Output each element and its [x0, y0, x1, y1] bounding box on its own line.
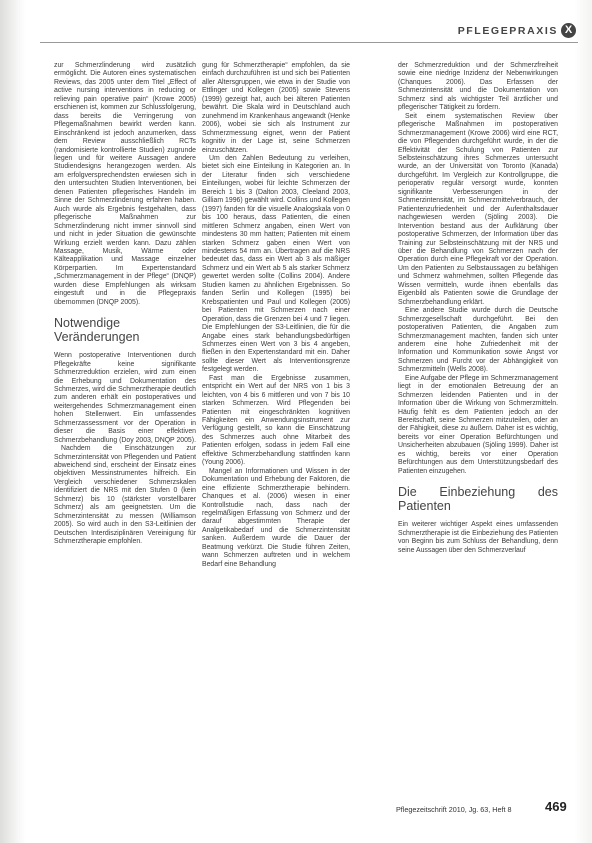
- paragraph: Ein weiterer wichtiger Aspekt eines umfassenden Schmerztherapie ist die Einbeziehung des Patienten von Beginn bis zum Schluss der Behandlung, denn seine Aussagen über den Schmerzverlauf: [398, 521, 558, 554]
- column-middle: [202, 62, 350, 569]
- paragraph: gung für Schmerztherapie“ empfohlen, da sie einfach durchzuführen ist und sich bei Patienten aller Altersgruppen, wie etwa in der Studie von Ettlinger und Kollegen (2005) sowie Stevens (1999) gezeigt hat, auch bei älteren Patienten bewährt. Die Skala wird in Deutschland auch zunehmend im Krankenhaus angewandt (Henke 2006), wobei sie sich als Instrument zur Schmerzmessung eignet, wenn der Patient kognitiv in der Lage ist, seine Schmerzen einzuschätzen.: [202, 62, 350, 154]
- paragraph: Eine andere Studie wurde durch die Deutsche Schmerzgesellschaft durchgeführt. Bei den postoperativen Patienten, die Angaben zum Schmerzmanagement machten, fanden sich unter anderem eine hohe Zufriedenheit mit der Information und Kommunikation sowie Angst vor Schmerzen und Furcht vor der Abhängigkeit von Schmerzmitteln (Wells 2008).: [398, 307, 558, 374]
- paragraph: Fast man die Ergebnisse zusammen, entspricht ein Wert auf der NRS von 1 bis 3 leichten, von 4 bis 6 mittleren und von 7 bis 10 starken Schmerzen. Wird Pflegenden bei Patienten mit eingeschränkten kognitiven Fähigkeiten ein Anwendungsinstrument zur Verfügung gestellt, so kann die Einschätzung des Schmerzes auch ohne Mitarbeit des Patienten erfolgen, sodass in jedem Fall eine effektive Schmerzbehandlung stattfinden kann (Young 2006).: [202, 374, 350, 467]
- column-left: [54, 62, 196, 547]
- paragraph: Mangel an Informationen und Wissen in der Dokumentation und Erhebung der Faktoren, die eine effiziente Schmerztherapie behindern. Chanques et al. (2006) wiesen in einer Kontrollstudie nach, dass nach der regelmäßigen Erfassung von Schmerz und der darauf abgestimmten Therapie der Analgetikabedarf und die Schmerzintensität sanken. Außerdem wurde die Dauer der Beatmung verkürzt. Die Studie führen Zeiten, wann Schmerzen auftreten und in welchem Bedarf eine Behandlung: [202, 467, 350, 568]
- journal-citation: Pflegezeitschrift 2010, Jg. 63, Heft 8: [396, 805, 512, 814]
- paragraph: Um den Zahlen Bedeutung zu verleihen, bietet sich eine Einteilung in Kategorien an. In der Literatur finden sich verschiedene Einteilungen, wobei für leichte Schmerzen der Bereich 1 bis 3 (Dalton 2003, Cleeland 2003, Gilliam 1996) gewählt wird. Collins und Kollegen (1997) fanden für die visuelle Analogskala von 0 bis 100 heraus, dass Patienten, die einen mittleren Schmerz angaben, einen Wert von mindestens 30 mm hatten; Patienten mit einem starken Schmerz gaben einen Wert von mindestens 54 mm an. Übertragen auf die NRS bedeutet das, dass ein Wert ab 3 als mäßiger Schmerz und ein Wert ab 5 als starker Schmerz gewertet werden sollte (Collins 2004). Andere Studien kamen zu ähnlichen Ergebnissen. So fanden Serlin und Kollegen (1995) bei Krebspatienten und Paul und Kollegen (2005) bei Patienten mit Schmerzen nach einer Operation, dass die Grenzen bei 4 und 7 liegen. Die Empfehlungen der S3-Leitlinien, die für die Angabe eines stark behandlungsbedürftigen Schmerzes einen Wert von 3 bis 4 angeben, fließen in den Expertenstandard mit ein. Daher sollte dieser Wert als Interventionsgrenze festgelegt werden.: [202, 154, 350, 374]
- paragraph: zur Schmerzlinderung wird zusätzlich ermöglicht. Die Autoren eines systematischen Reviews, das 2005 unter dem Titel „Effect of active nursing interventions in reducing or relieving pain operative pain“ (Krowe 2005) erschienen ist, kommen zur Schlussfolgerung, dass bereits die Verringerung von Pflegemaßnahmen bewirkt werden kann. Einschränkend ist jedoch anzumerken, dass dem Review ausschließlich RCTs (randomisierte kontrollierte Studien) zugrunde liegen und für weitere Aussagen andere Studiendesigns herangezogen werden. Als am erfolgversprechendsten erwiesen sich in den untersuchten Studien Interventionen, bei denen Patienten pflegerisches Handeln im Sinne der Schmerzlinderung erfahren haben. Auch wurde als Ergebnis festgehalten, dass pflegerische Maßnahmen zur Schmerzlinderung nicht immer sinnvoll sind und nicht in jeder Situation die gewünschte Wirkung erzielt werden kann. Dazu zählen Massage, Musik, Wärme oder Kälteapplikation und Massage einzelner Körperpartien. Im Expertenstandard „Schmerzmanagement in der Pflege“ (DNQP) wurden diese Empfehlungen als wirksam eingestuft und in die Pflegepraxis übernommen (DNQP 2005).: [54, 62, 196, 306]
- paragraph: Seit einem systematischen Review über pflegerische Maßnahmen im postoperativen Schmerzmanagement (Krowe 2006) wird eine RCT, die von Pflegenden durchgeführt wurde, in der die Effektivität der Schulung von Patienten zur Selbsteinschätzung ihres Schmerzes untersucht wurde, an der Universität von Toronto (Kanada) durchgeführt. Im Vergleich zur Kontrollgruppe, die perioperativ regulär versorgt wurde, konnten signifikante Verbesserungen in der Schmerzintensität, im Schmerzmittelverbrauch, der Patientenzufriedenheit und der Aufenthaltsdauer nachgewiesen werden (Sjöling 2003). Die Intervention bestand aus der Aufklärung über postoperative Schmerzen, der Information über das Training zur Selbsteinschätzung mit der NRS und über die Behandlung von Schmerzen nach der Operation durch eine Pflegekraft vor der Operation. Um den Patienten zu Selbstaussagen zu befähigen und Schmerz wahrnehmen, sollten Pflegende das Wissen vermitteln, wurde ihnen ebenfalls das Eigenbild als Patienten sowie die Grundlage der Schmerzbehandlung erklärt.: [398, 112, 558, 306]
- section-header: PFLEGEPRAXIS: [457, 25, 558, 37]
- paragraph: der Schmerzreduktion und der Schmerzfreiheit sowie eine niedrige Inzidenz der Nebenwirkungen (Chanques 2006). Das Erfassen der Schmerzintensität und die Dokumentation von Schmerz sind als wichtigster Teil ärztlicher und pflegerischer Tätigkeit zu fordern.: [398, 62, 558, 112]
- paragraph: Wenn postoperative Interventionen durch Pflegekräfte keine signifikante Schmerzreduktion erzielen, wird zum einen die Erhebung und Dokumentation des Schmerzes, wird die Schmerztherapie deutlich zum anderen erhält ein postoperatives und weitergehendes Schmerzmanagement einen hohen Stellenwert. Ein umfassendes Schmerzassessment vor der Operation in dieser die Basis einer effektiven Schmerzbehandlung (Doy 2003, DNQP 2005).: [54, 352, 196, 444]
- header-rule: [40, 42, 578, 43]
- section-heading: Notwendige Veränderungen: [54, 316, 140, 345]
- page-number: 469: [545, 799, 567, 814]
- paragraph: Eine Aufgabe der Pflege im Schmerzmanagement liegt in der emotionalen Betreuung der an Schmerzen leidenden Patienten und in der Information über die Wirkung von Schmerzmitteln. Häufig fehlt es dem Patienten jedoch an der Bereitschaft, seine Schmerzen mitzuteilen, oder an der Fähigkeit, diese zu äußern. Daher ist es wichtig, bereits vor einer Operation Befürchtungen und Unsicherheiten abzubauen (Sjöling 1999). Daher ist es wichtig, bereits vor einer Operation Befürchtungen aus dem Unterstützungsbedarf des Patienten einzugehen.: [398, 374, 558, 475]
- paragraph: Nachdem die Einschätzungen zur Schmerzintensität von Pflegenden und Patient abweichend sind, erscheint der Einsatz eines objektiven Messinstrumentes hilfreich. Ein Vergleich verschiedener Schmerzskalen identifiziert die NRS mit den Stufen 0 (kein Schmerz) bis 10 (stärkster vorstellbarer Schmerz) als am geeignetsten. Um die Schmerzintensität zu messen (Williamson 2005). So wird auch in den S3-Leitlinien der Deutschen Interdisziplinären Vereinigung für Schmerztherapie empfohlen.: [54, 445, 196, 546]
- column-right: [398, 62, 558, 555]
- section-heading: Die Einbeziehung des Patienten: [398, 485, 558, 514]
- scan-shadow: [0, 0, 26, 843]
- section-x-icon: X: [561, 23, 576, 38]
